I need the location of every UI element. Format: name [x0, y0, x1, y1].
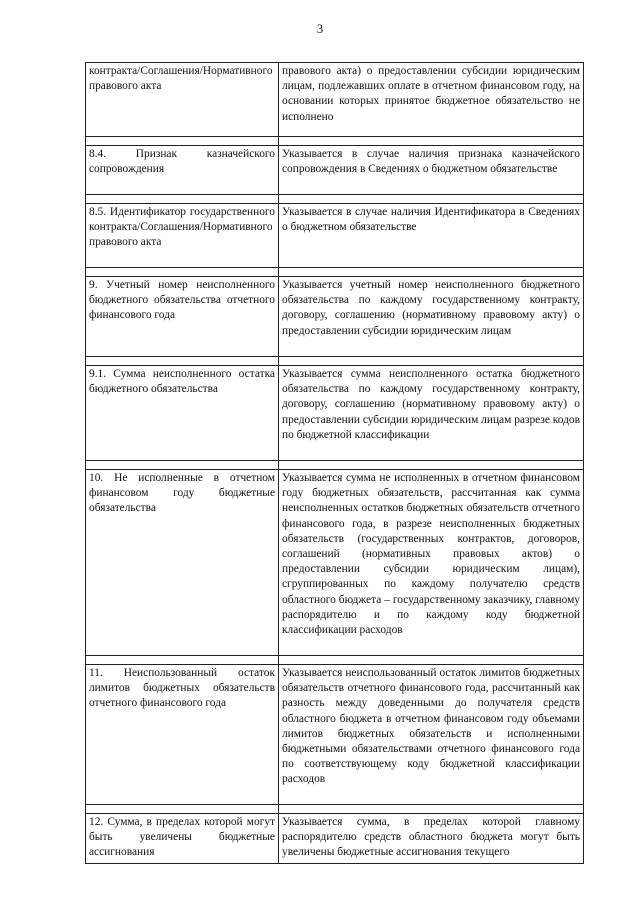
row-heading: контракта/Соглашения/Нормативного правового акта [86, 63, 279, 137]
row-description: Указывается в случае наличия Идентификатора в Сведениях о бюджетном обязательстве [279, 204, 584, 268]
row-gap [86, 656, 584, 665]
row-heading: 8.4. Признак казначейского сопровождения [86, 146, 279, 195]
table-row [86, 146, 584, 195]
row-gap [86, 137, 584, 146]
row-description: правового акта) о предоставлении субсидии юридическим лицам, подлежавших оплате в отчетном финансовом году, на основании которых принятое бюджетное обязательство не исполнено [279, 63, 584, 137]
requirements-table [85, 62, 584, 864]
row-gap [86, 195, 584, 204]
table-row [86, 470, 584, 656]
row-gap [86, 268, 584, 277]
table-row [86, 665, 584, 805]
row-description: Указывается в случае наличия признака казначейского сопровождения в Сведениях о бюджетном обязательстве [279, 146, 584, 195]
row-gap [86, 805, 584, 814]
row-description: Указывается неиспользованный остаток лимитов бюджетных обязательств отчетного финансового года, рассчитанный как разность между доведенными до получателя средств областного бюджета в отчетном финансовом году объемами лимитов бюджетных обязательств и исполненными бюджетными обязательствами отчетного финансового года по соответствующему коду бюджетной классификации расходов [279, 665, 584, 805]
row-heading: 11. Неиспользованный остаток лимитов бюджетных обязательств отчетного финансового года [86, 665, 279, 805]
row-heading: 8.5. Идентификатор государственного контракта/Соглашения/Нормативного правового акта [86, 204, 279, 268]
row-description: Указывается сумма, в пределах которой главному распорядителю средств областного бюджета могут быть увеличены бюджетные ассигнования текущего [279, 814, 584, 864]
row-gap [86, 461, 584, 470]
row-heading: 10. Не исполненные в отчетном финансовом году бюджетные обязательства [86, 470, 279, 656]
row-heading: 12. Сумма, в пределах которой могут быть увеличены бюджетные ассигнования [86, 814, 279, 864]
row-description: Указывается сумма не исполненных в отчетном финансовом году бюджетных обязательств, рассчитанная как сумма неисполненных остатков бюджетных обязательств отчетного финансового года, в разрезе неисполненных бюджетных обязательств (государственных контрактов, договоров, соглашений (нормативных правовых актов) о предоставлении субсидии юридическим лицам), сгруппированных по каждому получателю средств областного бюджета – государственному заказчику, главному распорядителю и по каждому коду бюджетной классификации расходов [279, 470, 584, 656]
row-gap [86, 357, 584, 366]
table-row [86, 63, 584, 137]
row-heading: 9.1. Сумма неисполненного остатка бюджетного обязательства [86, 366, 279, 461]
row-heading: 9. Учетный номер неисполненного бюджетного обязательства отчетного финансового года [86, 277, 279, 357]
table-row [86, 366, 584, 461]
row-description: Указывается учетный номер неисполненного бюджетного обязательства по каждому государственному контракту, договору, соглашению (нормативному правовому акту) о предоставлении субсидии юридическим лицам [279, 277, 584, 357]
table-row [86, 204, 584, 268]
table-row [86, 277, 584, 357]
row-description: Указывается сумма неисполненного остатка бюджетного обязательства по каждому государственному контракту, договору, соглашению (нормативному правовому акту) о предоставлении субсидии юридическим лицам разрезе кодов по бюджетной классификации [279, 366, 584, 461]
table-row [86, 814, 584, 864]
page-number: 3 [316, 22, 324, 36]
